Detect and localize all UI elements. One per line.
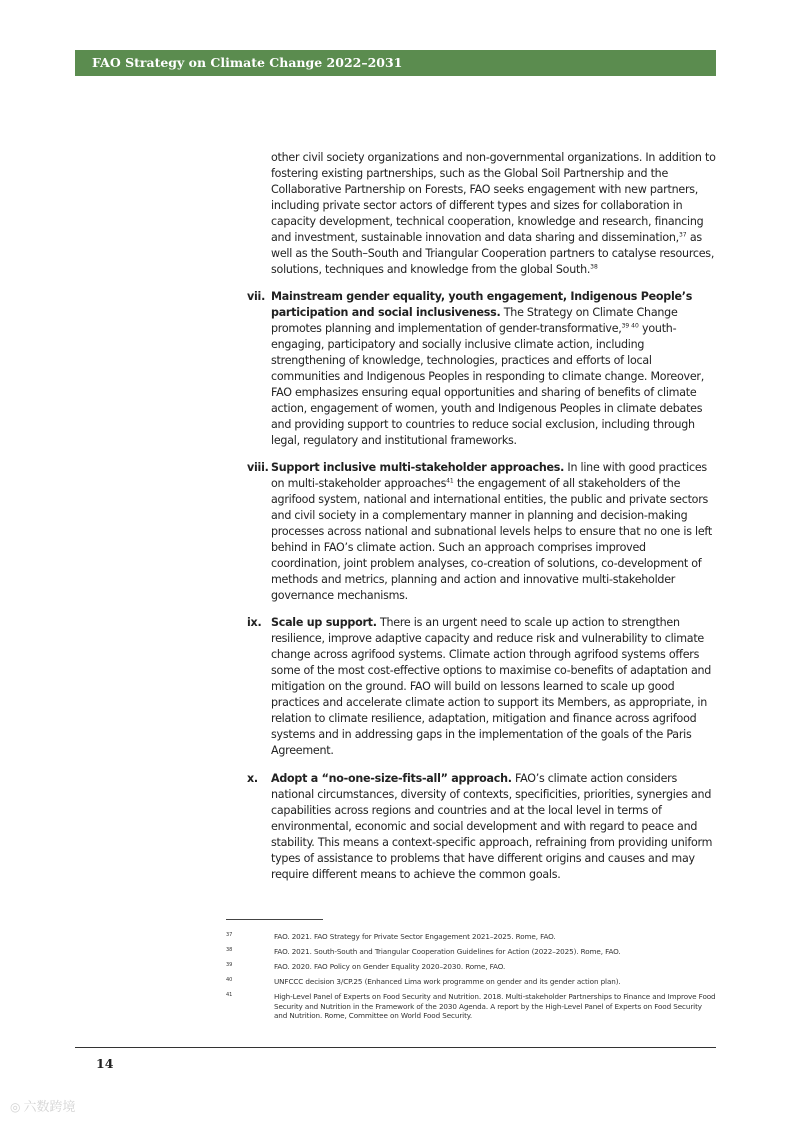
footnote-number: 38 <box>226 947 233 953</box>
item-heading: Adopt a “no-one-size-fits-all” approach. <box>271 772 512 785</box>
item-text-a: The Strategy on Climate Change promotes planning and implementation of gender-transformative, <box>271 306 678 335</box>
footnote-divider <box>226 919 323 920</box>
item-number: ix. <box>247 616 262 629</box>
footer-divider <box>75 1047 716 1048</box>
footnote-text: FAO. 2020. FAO Policy on Gender Equality 2020–2030. Rome, FAO. <box>274 962 506 971</box>
watermark <box>10 1096 76 1115</box>
header-bar <box>75 50 716 76</box>
item-number: vii. <box>247 290 266 303</box>
footnote-text: FAO. 2021. FAO Strategy for Private Sector Engagement 2021–2025. Rome, FAO. <box>274 932 556 941</box>
list-item-viii <box>247 460 717 604</box>
footnote-number: 39 <box>226 962 233 968</box>
intro-text-a: other civil society organizations and non-governmental organizations. In addition to fostering existing partnerships, such as the Global Soil Partnership and the Collaborative Partnership on Forests, FAO seeks engagement with new partners, including private sector actors of different types and sizes for collaboration in capacity development, technical cooperation, knowledge and research, financing and investment, sustainable innovation and data sharing and dissemination, <box>271 151 716 244</box>
item-text-a: In line with good practices on multi-stakeholder approaches <box>271 461 707 490</box>
item-text-a: FAO’s climate action considers national circumstances, diversity of contexts, specificities, priorities, synergies and capabilities across regions and countries and at the local level in terms of environmental, economic and social development and with regard to peace and stability. This means a context-specific approach, refraining from providing uniform types of assistance to problems that have different origins and causes and may require different means to achieve the common goals. <box>271 772 713 881</box>
list-item-vii <box>247 289 717 449</box>
footnote-ref-41[interactable]: 41 <box>446 477 454 485</box>
footnote-ref-38[interactable]: 38 <box>590 263 598 271</box>
footnote-text: High-Level Panel of Experts on Food Security and Nutrition. 2018. Multi-stakeholder Partnerships to Finance and Improve Food Security and Nutrition in the Framework of the 2030 Agenda. A report by the High-Level Panel of Experts on Food Security and Nutrition. Rome, Committee on World Food Security. <box>274 992 716 1020</box>
footnote-ref-37[interactable]: 37 <box>678 231 687 239</box>
item-text-a: There is an urgent need to scale up action to strengthen resilience, improve adaptive capacity and reduce risk and vulnerability to climate change across agrifood systems. Climate action through agrifood systems offers some of the most cost-effective options to maximise co-benefits of adaptation and mitigation on the ground. FAO will build on lessons learned to scale up good practices and accelerate climate action to support its Members, as appropriate, in relation to climate resilience, adaptation, mitigation and finance across agrifood systems and in addressing gaps in the implementation of the goals of the Paris Agreement. <box>271 616 712 757</box>
footnote-number: 40 <box>226 977 233 983</box>
intro-paragraph <box>271 150 717 278</box>
page-number: 14 <box>96 1056 114 1071</box>
item-number: x. <box>247 772 258 785</box>
footnote-number: 41 <box>226 992 233 998</box>
item-heading: Scale up support. <box>271 616 377 629</box>
intro-text-b: as well as the South–South and Triangular Cooperation partners to catalyse resources, solutions, techniques and knowledge from the global South. <box>271 231 715 276</box>
footnote-ref-39-40[interactable]: 39 40 <box>621 322 639 330</box>
footnote-text: UNFCCC decision 3/CP.25 (Enhanced Lima work programme on gender and its gender action plan). <box>274 977 621 986</box>
footnote-text: FAO. 2021. South-South and Triangular Cooperation Guidelines for Action (2022–2025). Rome, FAO. <box>274 947 621 956</box>
item-heading: Mainstream gender equality, youth engagement, Indigenous People’s participation and social inclusiveness. <box>271 290 693 319</box>
item-heading: Support inclusive multi-stakeholder approaches. <box>271 461 565 474</box>
item-text-b: youth-engaging, participatory and socially inclusive climate action, including strengthening of knowledge, technologies, practices and efforts of local communities and Indigenous Peoples in responding to climate change. Moreover, FAO emphasizes ensuring equal opportunities and sharing of benefits of climate action, engagement of women, youth and Indigenous Peoples in climate debates and providing support to countries to reduce social exclusion, including through legal, regulatory and institutional frameworks. <box>271 322 704 447</box>
list-item-ix <box>247 615 717 759</box>
item-text-b: the engagement of all stakeholders of the agrifood system, national and international entities, the public and private sectors and civil society in a complementary manner in planning and decision-making processes across national and subnational levels helps to ensure that no one is left behind in FAO’s climate action. Such an approach comprises improved coordination, joint problem analyses, co-creation of solutions, co-development of methods and metrics, planning and action and innovative multi-stakeholder governance mechanisms. <box>271 477 712 602</box>
ring-logo-icon: ◎ <box>10 1100 21 1114</box>
watermark-text: 六数跨境 <box>23 1100 76 1115</box>
list-item-x <box>247 771 717 883</box>
header-title: FAO Strategy on Climate Change 2022–2031 <box>92 55 403 70</box>
footnote-number: 37 <box>226 932 233 938</box>
item-number: viii. <box>247 461 269 474</box>
